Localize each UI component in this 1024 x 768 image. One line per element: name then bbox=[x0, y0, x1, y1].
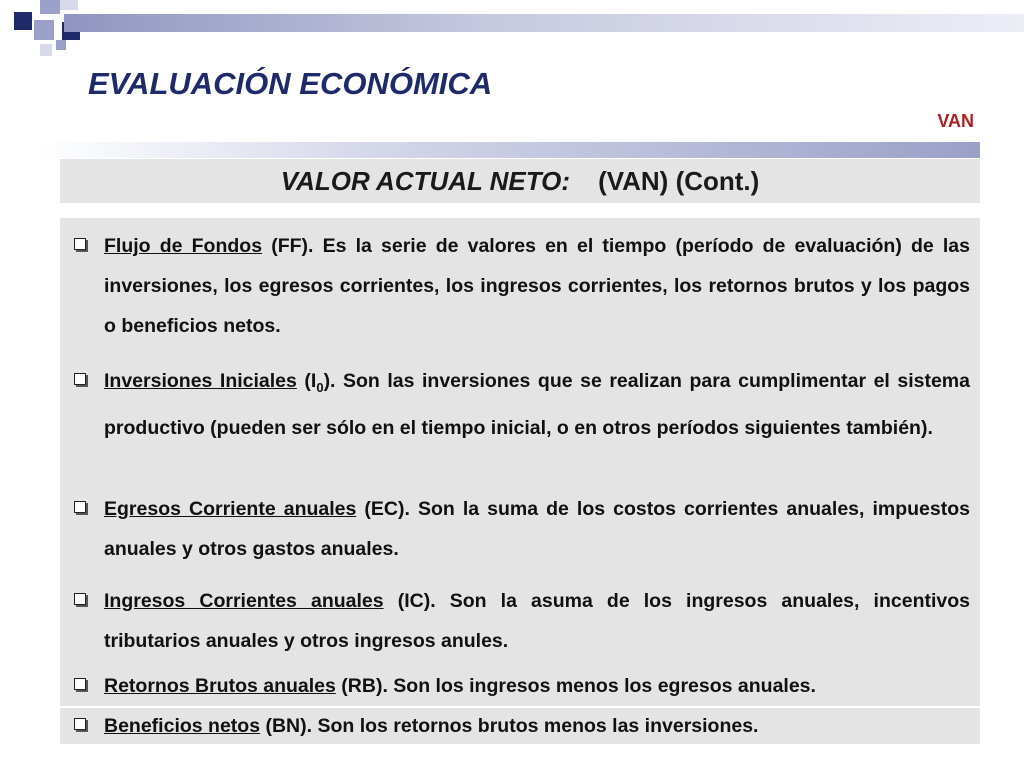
item-description: (RB). Son los ingresos menos los egresos anuales. bbox=[335, 675, 816, 697]
item-text bbox=[104, 361, 970, 448]
list-item-flujo-de-fondos bbox=[74, 226, 970, 346]
item-description: (FF). Es la serie de valores en el tiempo (período de evaluación) de las inversiones, los egresos corrientes, los ingresos corrientes, los retornos brutos y los pagos o beneficios netos. bbox=[104, 235, 970, 337]
item-term: Ingresos Corrientes anuales bbox=[104, 590, 384, 612]
list-item-egresos-corrientes bbox=[74, 489, 970, 569]
subtitle-rest: (VAN) (Cont.) bbox=[598, 166, 760, 196]
item-description: (IC). Son la asuma de los ingresos anuales, incentivos tributarios anuales y otros ingresos anules. bbox=[104, 590, 970, 652]
checkbox-bullet-icon bbox=[74, 373, 86, 385]
item-term: Beneficios netos bbox=[104, 715, 261, 737]
list-item-beneficios-netos bbox=[74, 706, 970, 746]
list-item-ingresos-corrientes bbox=[74, 581, 970, 661]
slide-title: EVALUACIÓN ECONÓMICA bbox=[88, 66, 493, 101]
checkbox-bullet-icon bbox=[74, 501, 86, 513]
item-description: (EC). Son la suma de los costos corrientes anuales, impuestos anuales y otros gastos anuales. bbox=[104, 498, 970, 560]
item-description: (I bbox=[296, 370, 317, 392]
item-text bbox=[104, 226, 970, 346]
decor-square bbox=[56, 40, 66, 50]
item-term: Retornos Brutos anuales bbox=[104, 675, 336, 697]
top-decor-bar bbox=[64, 14, 1024, 32]
list-item-retornos-brutos bbox=[74, 666, 970, 706]
decor-square bbox=[14, 12, 32, 30]
item-text bbox=[104, 489, 970, 569]
item-term: Inversiones Iniciales bbox=[104, 370, 297, 392]
decor-square bbox=[34, 20, 54, 40]
item-description: (BN). Son los retornos brutos menos las inversiones. bbox=[260, 715, 759, 737]
decor-square bbox=[40, 44, 52, 56]
item-term: Flujo de Fondos bbox=[104, 235, 263, 257]
item-term: Egresos Corriente anuales bbox=[104, 498, 357, 520]
decor-square bbox=[40, 0, 60, 14]
checkbox-bullet-icon bbox=[74, 238, 86, 250]
list-item-inversiones-iniciales bbox=[74, 361, 970, 448]
decor-square bbox=[60, 0, 78, 10]
item-text bbox=[104, 581, 970, 661]
subtitle-box bbox=[60, 159, 980, 203]
checkbox-bullet-icon bbox=[74, 718, 86, 730]
item-text bbox=[104, 666, 970, 706]
divider-bar bbox=[40, 142, 980, 158]
item-subscript: 0 bbox=[316, 379, 324, 395]
item-description-cont: ). Son las inversiones que se realizan para cumplimentar el sistema productivo (pueden ser sólo en el tiempo inicial, o en otros períodos siguientes también). bbox=[104, 370, 970, 439]
item-text bbox=[104, 706, 970, 746]
subtitle-italic: VALOR ACTUAL NETO: bbox=[280, 166, 571, 196]
checkbox-bullet-icon bbox=[74, 678, 86, 690]
checkbox-bullet-icon bbox=[74, 593, 86, 605]
section-tag: VAN bbox=[937, 111, 974, 131]
